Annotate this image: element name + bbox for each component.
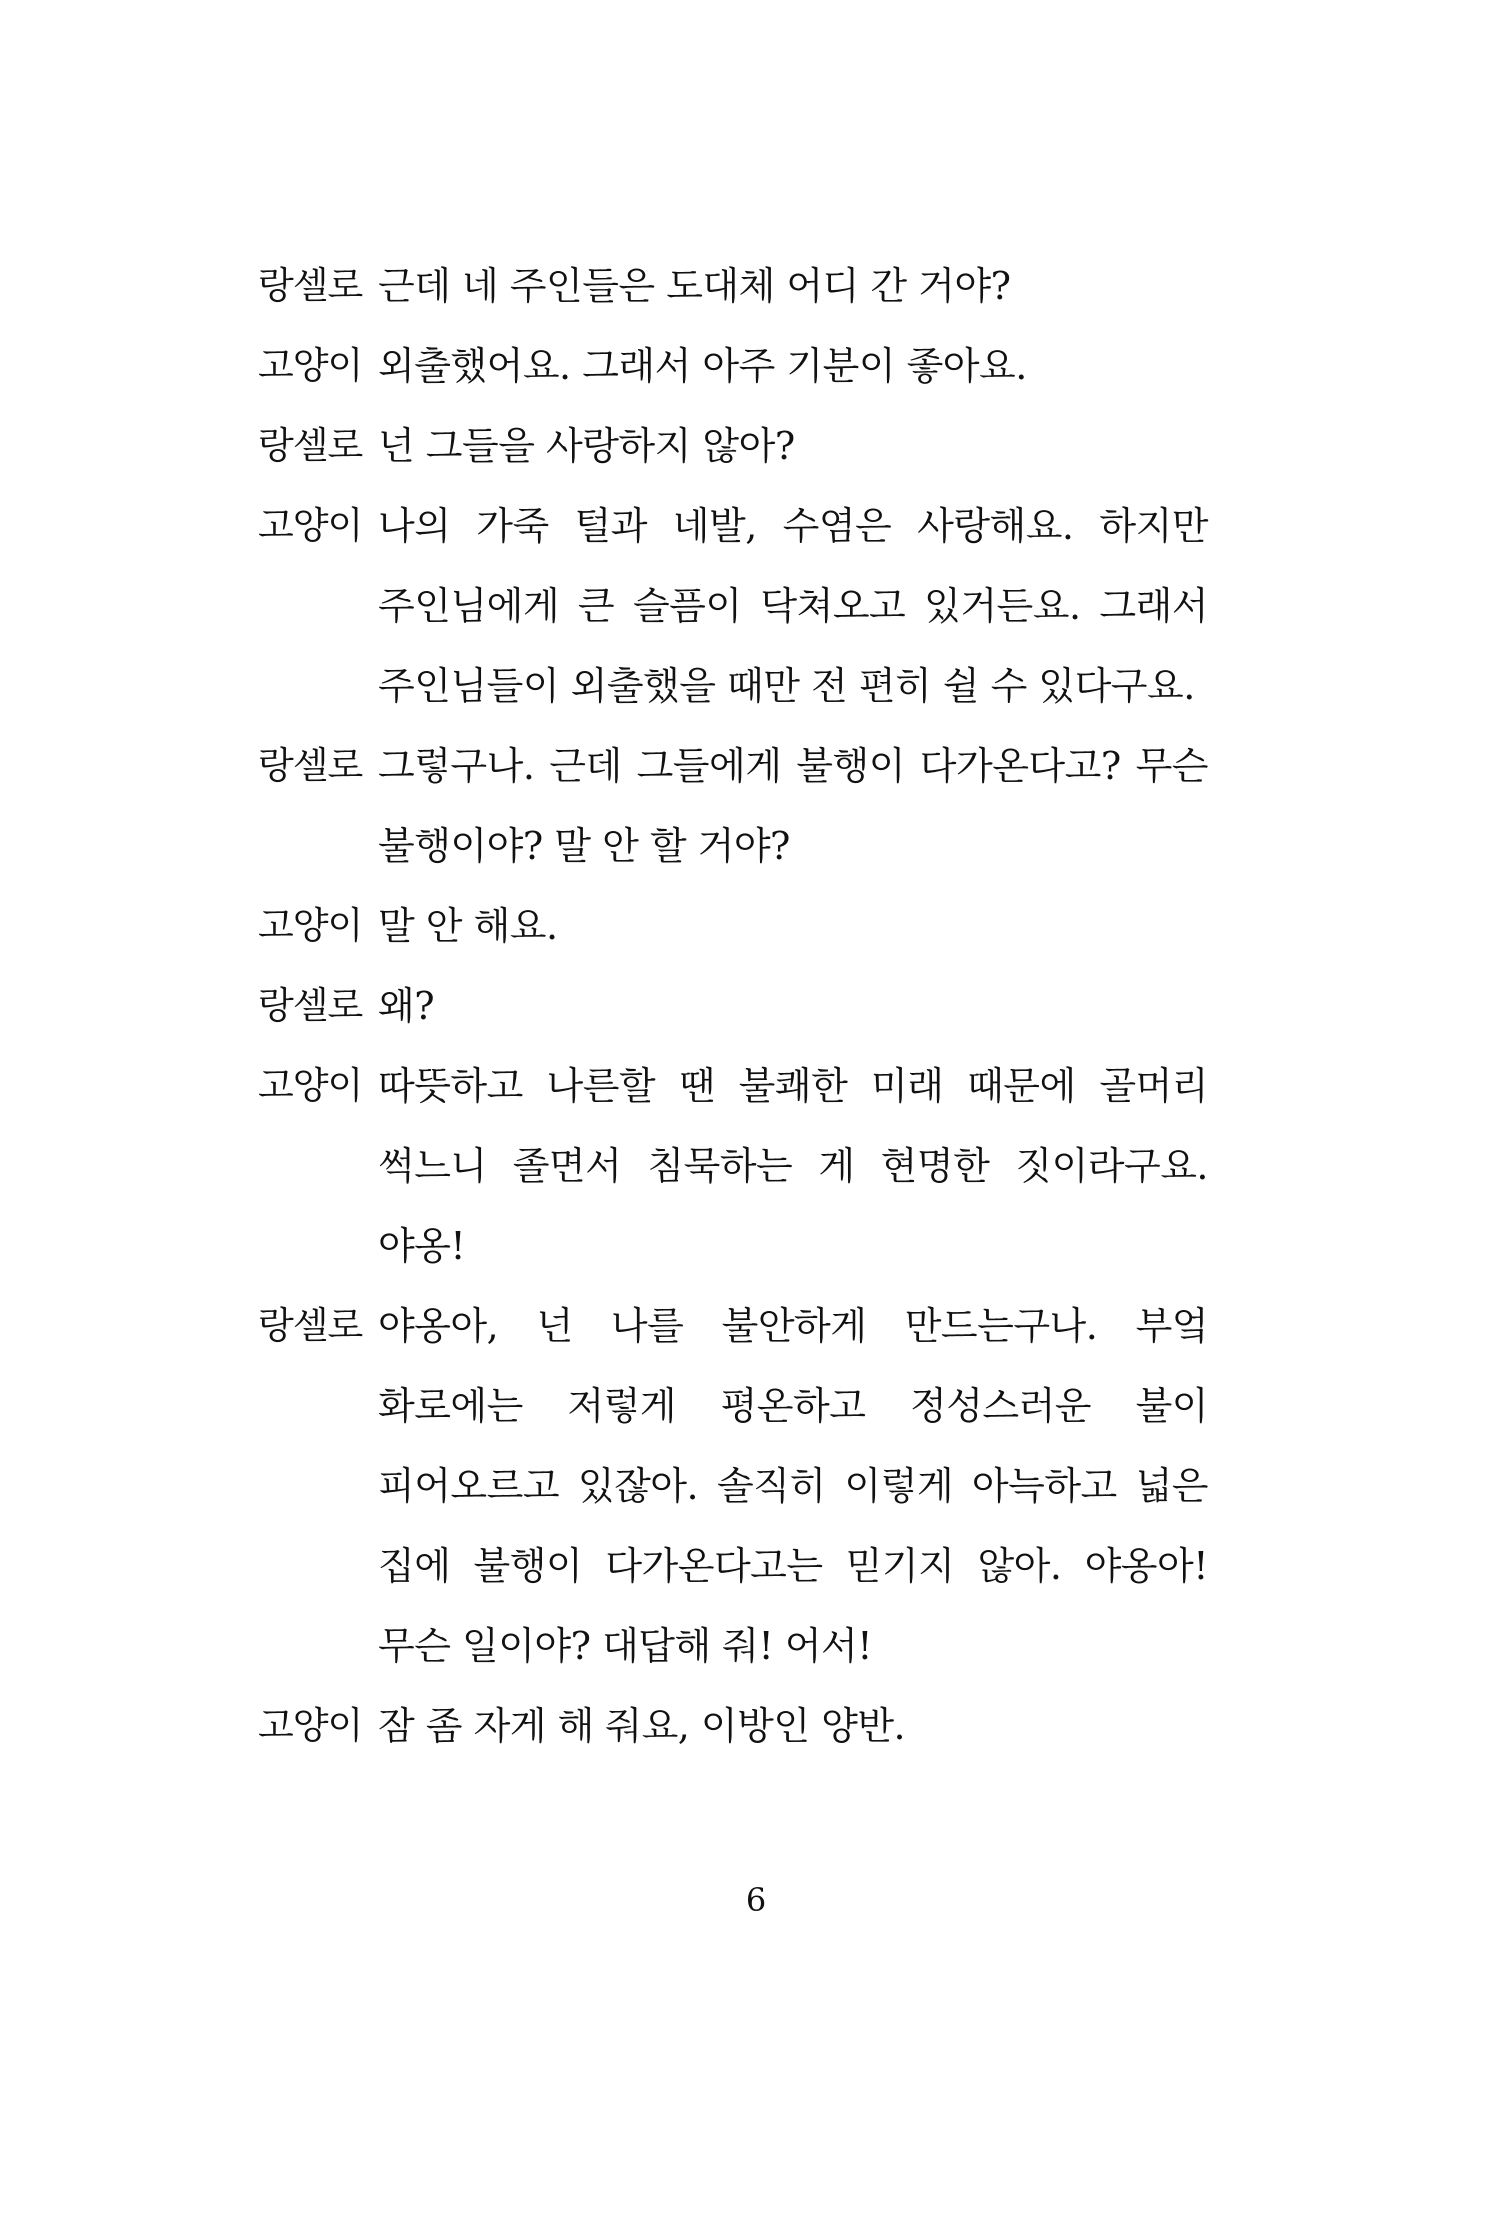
speaker-name: 랑셀로 xyxy=(258,424,363,467)
dialogue-line xyxy=(258,326,1258,406)
dialogue-line xyxy=(258,726,1258,886)
dialogue-line xyxy=(258,486,1258,726)
dialogue-text: 말 안 해요. xyxy=(378,904,558,948)
dialogue-line xyxy=(258,1046,1258,1286)
dialogue-text: 넌 그들을 사랑하지 않아? xyxy=(378,424,795,468)
dialogue-text: 그렇구나. 근데 그들에게 불행이 다가온다고? 무슨 불행이야? 말 안 할 거야? xyxy=(378,744,1208,868)
dialogue-text: 나의 가죽 털과 네발, 수염은 사랑해요. 하지만 주인님에게 큰 슬픔이 닥쳐오고 있거든요. 그래서 주인님들이 외출했을 때만 전 편히 쉴 수 있다구요. xyxy=(378,504,1208,708)
dialogue-text: 따뜻하고 나른할 땐 불쾌한 미래 때문에 골머리 썩느니 졸면서 침묵하는 게 현명한 짓이라구요. 야옹! xyxy=(378,1064,1208,1268)
speaker-name: 고양이 xyxy=(258,504,363,547)
speaker-name: 고양이 xyxy=(258,1704,363,1747)
speaker-name: 랑셀로 xyxy=(258,984,363,1027)
dialogue-line xyxy=(258,1686,1258,1766)
speaker-name: 랑셀로 xyxy=(258,1304,363,1347)
speaker-name: 랑셀로 xyxy=(258,264,363,307)
dialogue-line xyxy=(258,246,1258,326)
speaker-name: 고양이 xyxy=(258,904,363,947)
dialogue-text: 외출했어요. 그래서 아주 기분이 좋아요. xyxy=(378,344,1027,388)
dialogue-line xyxy=(258,966,1258,1046)
speaker-name: 고양이 xyxy=(258,344,363,387)
speaker-name: 고양이 xyxy=(258,1064,363,1107)
speaker-name: 랑셀로 xyxy=(258,744,363,787)
dialogue-text: 잠 좀 자게 해 줘요, 이방인 양반. xyxy=(378,1704,906,1748)
dialogue-text: 야옹아, 넌 나를 불안하게 만드는구나. 부엌 화로에는 저렇게 평온하고 정성스러운 불이 피어오르고 있잖아. 솔직히 이렇게 아늑하고 넓은 집에 불행이 다가온다고는 믿기지 않아. 야옹아! 무슨 일이야? 대답해 줘! 어서! xyxy=(378,1304,1208,1668)
dialogue-line xyxy=(258,406,1258,486)
dialogue-text: 근데 네 주인들은 도대체 어디 간 거야? xyxy=(378,264,1011,308)
dialogue-line xyxy=(258,1286,1258,1686)
play-script xyxy=(258,246,1258,1766)
page-number: 6 xyxy=(745,1881,767,1919)
dialogue-text: 왜? xyxy=(378,984,435,1028)
dialogue-line xyxy=(258,886,1258,966)
